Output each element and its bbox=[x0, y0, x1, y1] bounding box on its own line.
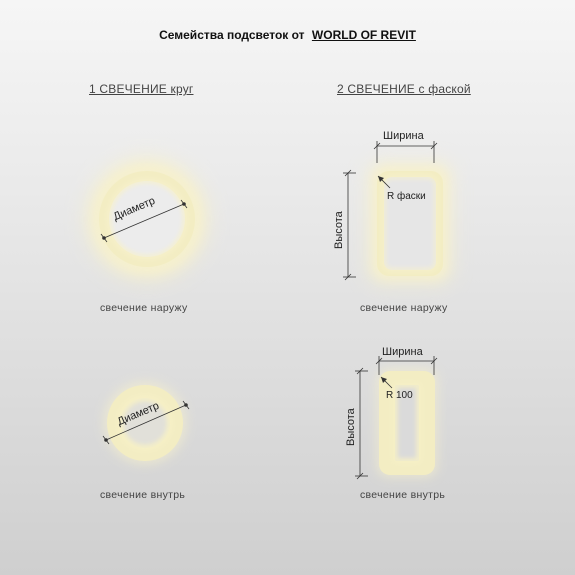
caption-rect-inward: свечение внутрь bbox=[360, 489, 446, 501]
rect-glow-inward bbox=[376, 368, 438, 478]
rect-outward-radius-label: R фаски bbox=[387, 191, 426, 202]
rect-inward-height-label: Высота bbox=[345, 408, 357, 446]
title-lead: Семейства подсветок от bbox=[159, 28, 305, 42]
page-title bbox=[0, 29, 575, 41]
rect-outward-width-label: Ширина bbox=[383, 130, 424, 142]
title-brand: WORLD OF REVIT bbox=[311, 28, 416, 42]
caption-circle-outward: свечение наружу bbox=[100, 302, 188, 314]
circle-inward-diameter-label: Диаметр bbox=[115, 399, 161, 429]
section-header-chamfer: 2 СВЕЧЕНИЕ с фаской bbox=[337, 82, 471, 96]
section-header-circle: 1 СВЕЧЕНИЕ круг bbox=[89, 82, 194, 96]
rect-inward-radius-label: R 100 bbox=[386, 390, 413, 401]
rect-outward-height-label: Высота bbox=[333, 211, 345, 249]
caption-rect-outward: свечение наружу bbox=[360, 302, 448, 314]
caption-circle-inward: свечение внутрь bbox=[100, 489, 186, 501]
circle-outward-diameter-label: Диаметр bbox=[111, 194, 157, 224]
rect-inward-width-label: Ширина bbox=[382, 346, 423, 358]
circle-glow-outward bbox=[83, 155, 211, 283]
